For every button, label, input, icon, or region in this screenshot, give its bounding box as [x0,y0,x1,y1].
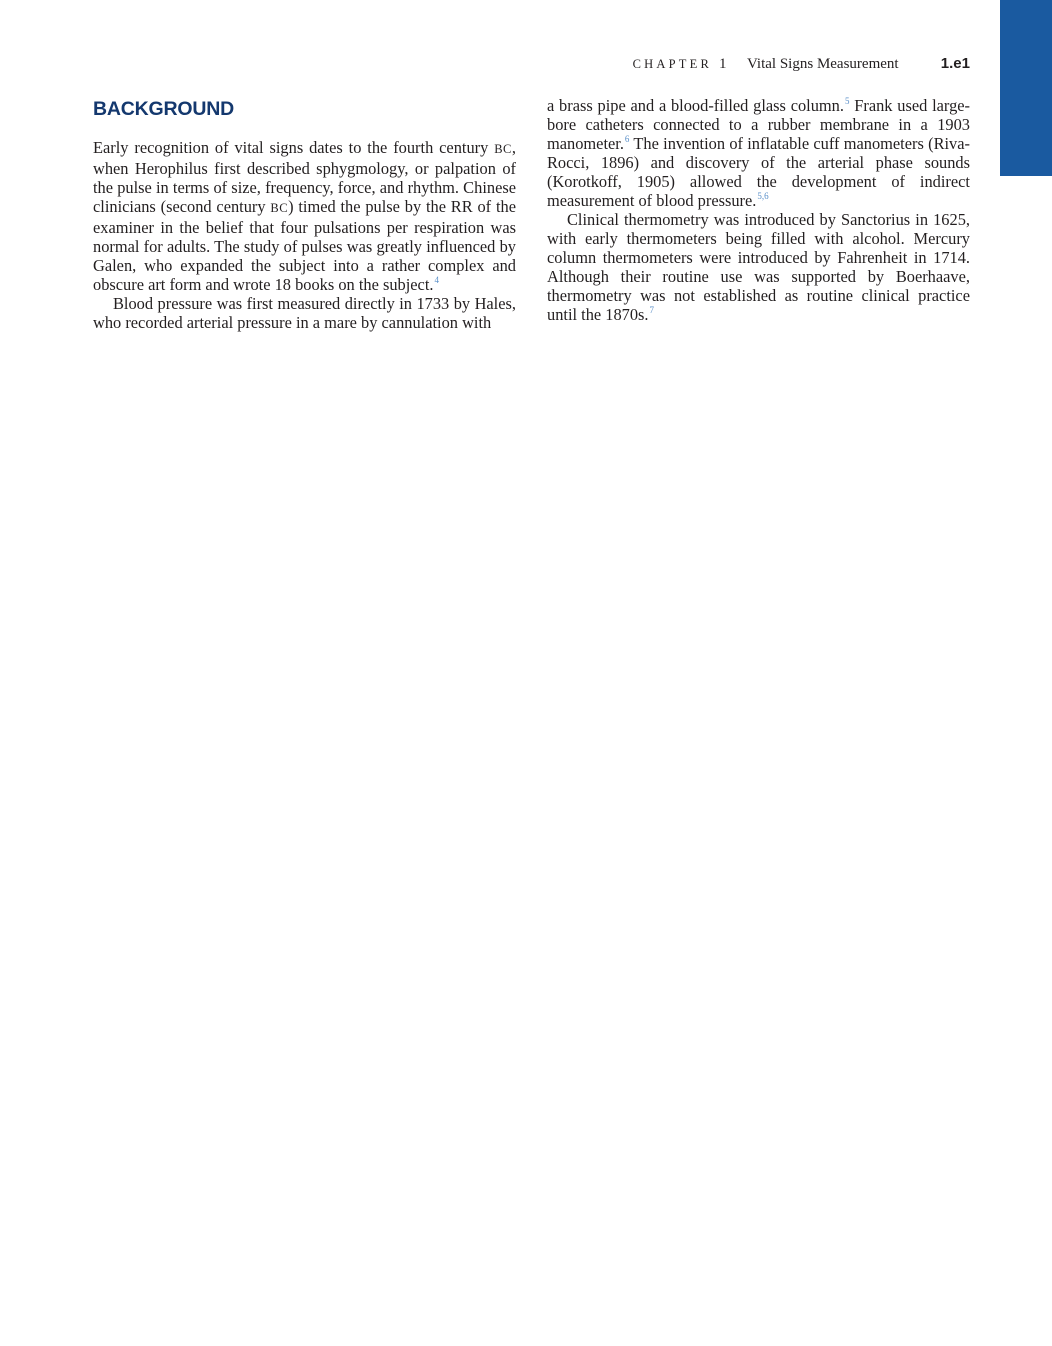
era-abbreviation: BC [494,142,512,156]
era-abbreviation: BC [270,201,289,215]
running-head [560,53,970,75]
paragraph-text: Blood pressure was first measured directly in 1733 by Hales, who recorded arterial pressure in a mare by cannulation with [93,294,516,332]
reference-link[interactable]: 7 [649,305,655,315]
paragraph-blood-pressure [93,294,516,332]
right-column [547,96,970,324]
reference-link[interactable]: 4 [434,275,439,285]
chapter-color-tab [1000,0,1052,176]
paragraph-text: ) timed the pulse by the RR of the examiner in the belief that four pulsations per respiration was normal for adults. The study of pulses was greatly influenced by Galen, who expanded the subject into a rather complex and obscure art form and wrote 18 books on the subject. [93,197,516,294]
chapter-title: Vital Signs Measurement [747,56,899,72]
paragraph-blood-pressure-continued [547,96,970,210]
paragraph-text: Early recognition of vital signs dates to the fourth century [93,138,495,157]
reference-link[interactable]: 5 [844,96,850,106]
chapter-label: CHAPTER [632,57,712,71]
section-heading: BACKGROUND [93,98,234,120]
paragraph-text: The invention of inflatable cuff manometers (Riva-Rocci, 1896) and discovery of the arterial phase sounds (Korotkoff, 1905) allowed the development of indirect measurement of blood pressure. [547,134,970,210]
chapter-number: 1 [719,56,727,72]
left-column [93,96,516,332]
paragraph-text: a brass pipe and a blood-filled glass column. [547,96,844,115]
paragraph-early-recognition [93,138,516,294]
paragraph-text: Clinical thermometry was introduced by Sanctorius in 1625, with early thermometers being filled with alcohol. Mercury column thermometers were introduced by Fahrenheit in 1714. Although their routine use was supported by Boerhaave, thermometry was not established as routine clinical practice until the 1870s. [547,210,970,324]
reference-link[interactable]: 5,6 [757,191,769,201]
page-number: 1.e1 [940,55,970,72]
paragraph-thermometry [547,210,970,324]
paragraph-text: Frank used large-bore catheters connected to a rubber membrane in a 1903 manometer. [547,96,970,153]
paragraph-text: , when Herophilus first described sphygmology, or palpation of the pulse in terms of size, frequency, force, and rhythm. Chinese clinicians (second century [93,138,516,216]
reference-link[interactable]: 6 [624,134,630,144]
